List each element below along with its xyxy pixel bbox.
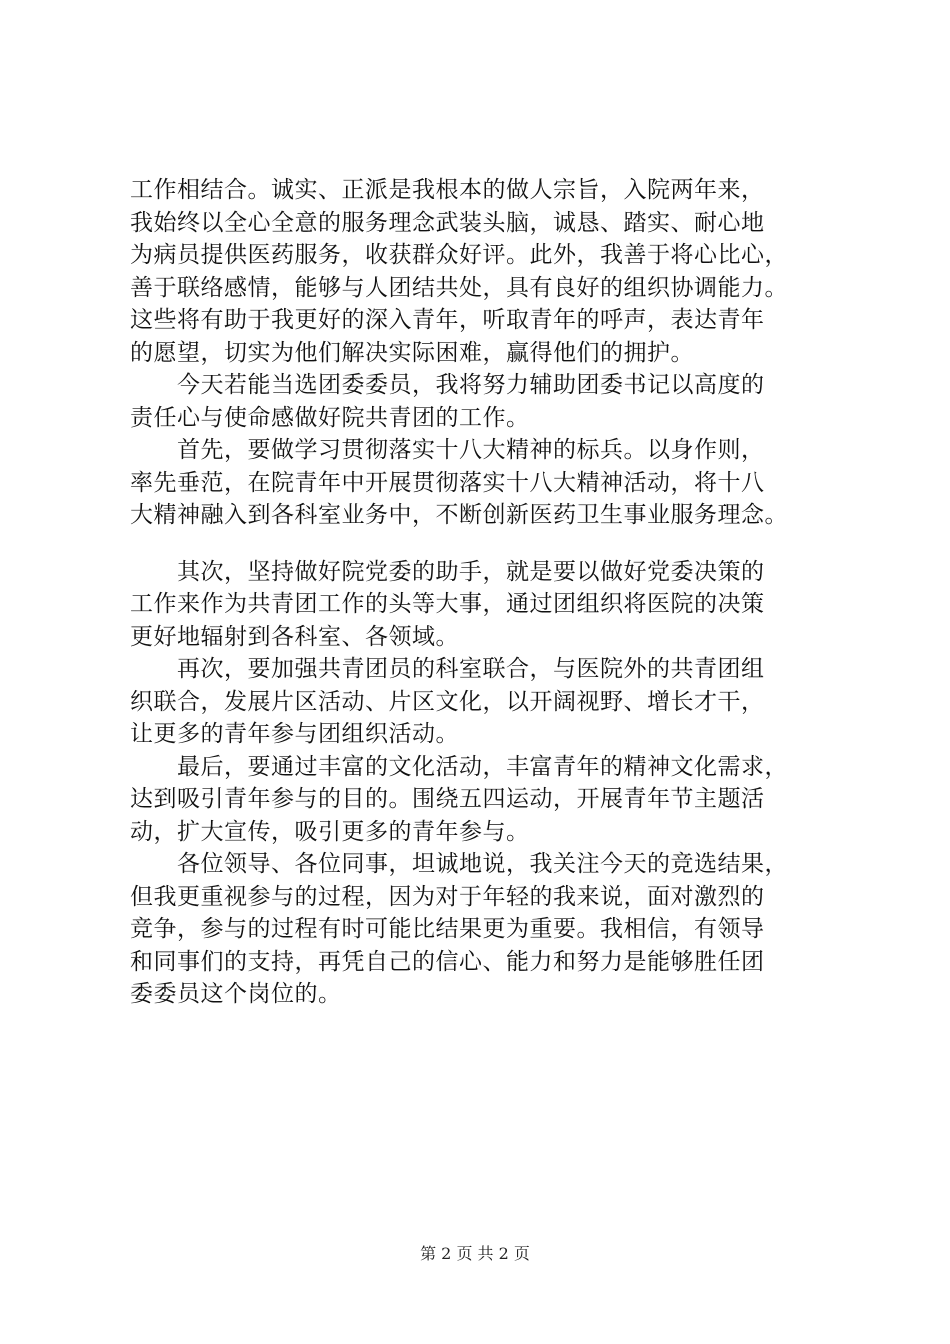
paragraph-5: 再次，要加强共青团员的科室联合，与医院外的共青团组 织联合，发展片区活动、片区文化，以开阔视野、增长才干， 让更多的青年参与团组织活动。 [130,656,765,747]
paragraph-1: 工作相结合。诚实、正派是我根本的做人宗旨，入院两年来， 我始终以全心全意的服务理念武装头脑，诚恳、踏实、耐心地 为病员提供医药服务，收获群众好评。此外，我善于将心比心， 善于联络感情，能够与人团结共处，具有良好的组织协调能力。 这些将有助于我更好的深入青年，听取青年的呼声，表达青年 的愿望，切实为他们解决实际困难，赢得他们的拥护。 [130,177,788,366]
paragraph-2: 今天若能当选团委委员，我将努力辅助团委书记以高度的 责任心与使命感做好院共青团的工作。 [130,372,765,431]
page-number-label: 第 2 页 共 2 页 [420,1244,530,1263]
paragraph-7: 各位领导、各位同事，坦诚地说，我关注今天的竞选结果， 但我更重视参与的过程，因为对于年轻的我来说，面对激烈的 竞争，参与的过程有时可能比结果更为重要。我相信，有领导 和同事们的支持，再凭自己的信心、能力和努力是能够胜任团 委委员这个岗位的。 [130,851,788,1007]
page-footer [0,1244,950,1264]
paragraph-6: 最后，要通过丰富的文化活动，丰富青年的精神文化需求， 达到吸引青年参与的目的。围绕五四运动，开展青年节主题活 动，扩大宣传，吸引更多的青年参与。 [130,753,788,845]
paragraph-4: 其次，坚持做好院党委的助手，就是要以做好党委决策的 工作来作为共青团工作的头等大事，通过团组织将医院的决策 更好地辐射到各科室、各领域。 [130,558,765,650]
document-body [130,174,846,1011]
paragraph-3: 首先，要做学习贯彻落实十八大精神的标兵。以身作则， 率先垂范，在院青年中开展贯彻落实十八大精神活动，将十八 大精神融入到各科室业务中，不断创新医药卫生事业服务理念。 [130,437,788,528]
